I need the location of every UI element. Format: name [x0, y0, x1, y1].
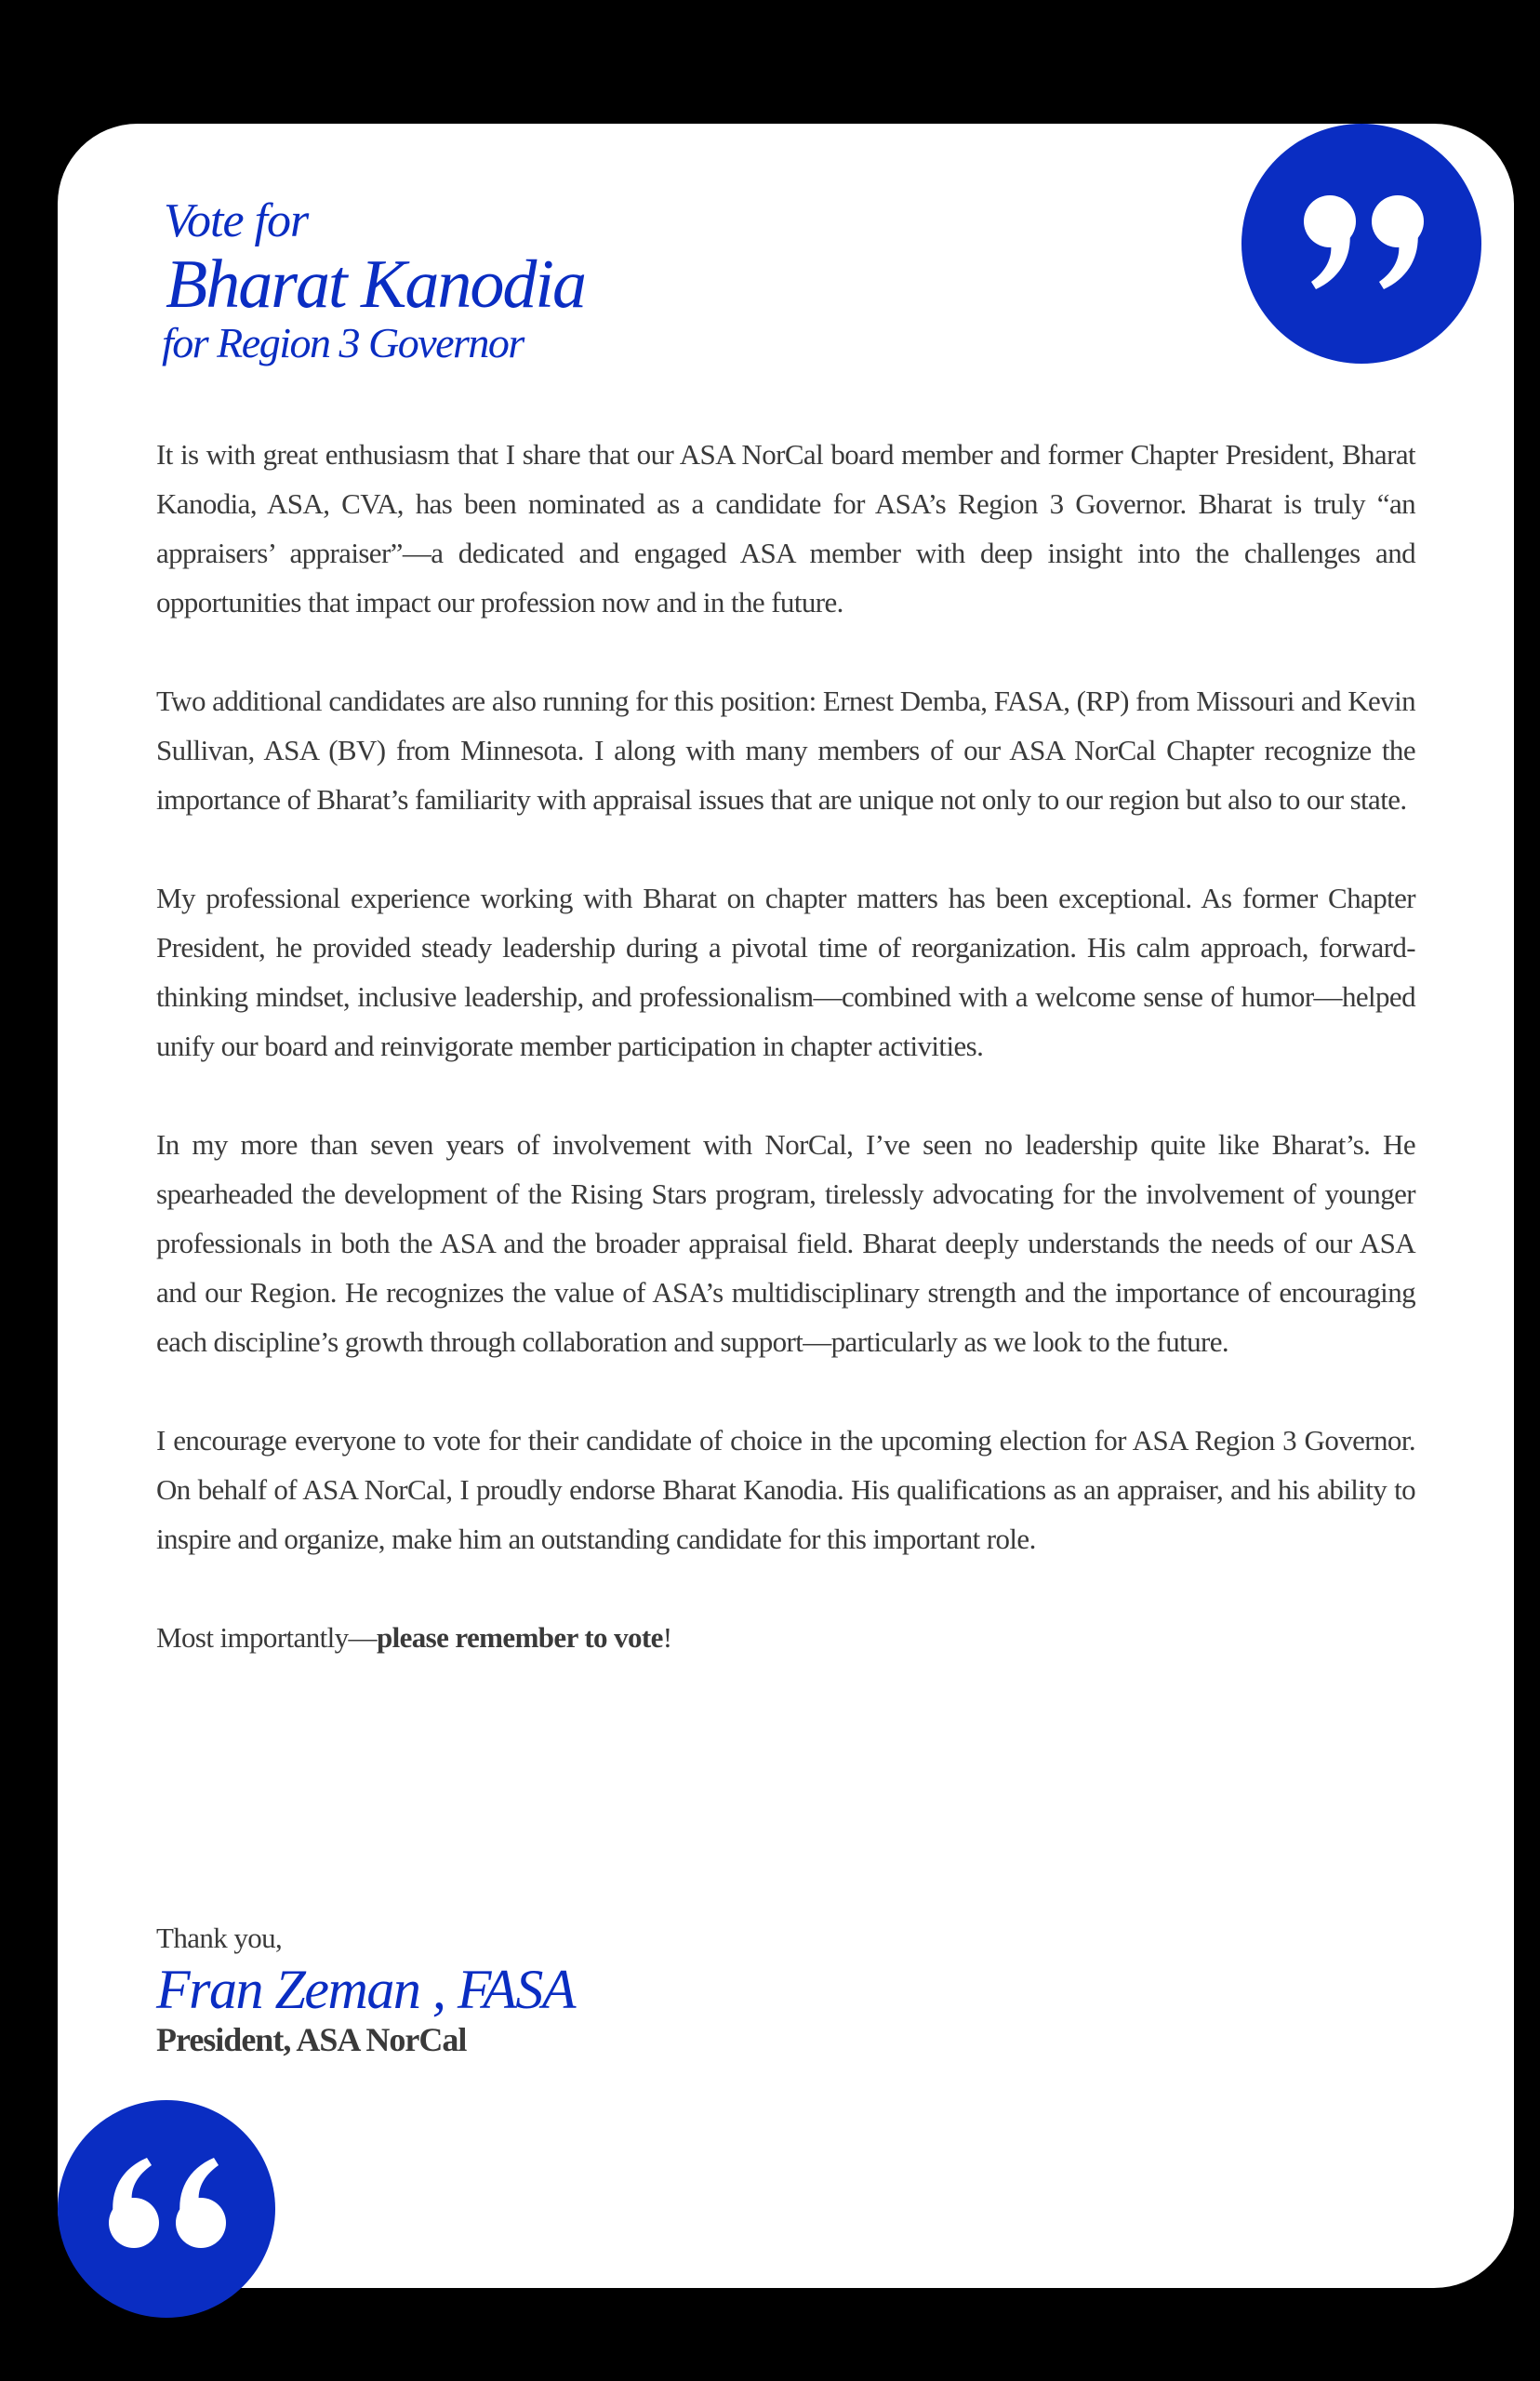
closing-suffix: !	[662, 1621, 672, 1654]
signatory-name: Fran Zeman , FASA	[156, 1959, 576, 2020]
closing-quote-icon	[1241, 124, 1481, 364]
paragraph-3: My professional experience working with Bharat on chapter matters has been exceptional. As former Chapter President, he provided steady leadership during a pivotal time of reorganization. His calm approach, forward-thinking mindset, inclusive leadership, and professionalism—combined with a welcome sense of humor—helped unify our board and reinvigorate member participation in chapter activities.	[156, 882, 1415, 1062]
signatory-title: President, ASA NorCal	[156, 2021, 467, 2058]
heading-position: for Region 3 Governor	[162, 319, 524, 366]
paragraph-4: In my more than seven years of involvement with NorCal, I’ve seen no leadership quite like Bharat’s. He spearheaded the development of the Rising Stars program, tirelessly advocating for the involvement of younger professionals in both the ASA and the broader appraisal field. Bharat deeply understands the needs of our ASA and our Region. He recognizes the value of ASA’s multidisciplinary strength and the importance of encouraging each discipline’s growth through collaboration and support—particularly as we look to the future.	[156, 1128, 1415, 1358]
sign-off: Thank you,	[156, 1922, 283, 1954]
paragraph-1: It is with great enthusiasm that I share that our ASA NorCal board member and former Chapter President, Bharat Kanodia, ASA, CVA, has been nominated as a candidate for ASA’s Region 3 Governor. Bharat is truly “an appraisers’ appraiser”—a dedicated and engaged ASA member with deep insight into the challenges and opportunities that impact our profession now and in the future.	[156, 438, 1415, 619]
paragraph-5: I encourage everyone to vote for their candidate of choice in the upcoming election for ASA Region 3 Governor. On behalf of ASA NorCal, I proudly endorse Bharat Kanodia. His qualifications as an appraiser, and his ability to inspire and organize, make him an outstanding candidate for this important role.	[156, 1424, 1415, 1555]
heading-candidate-name: Bharat Kanodia	[166, 246, 585, 323]
closing-prefix: Most importantly—	[156, 1621, 377, 1654]
closing-quote-badge	[1241, 124, 1481, 364]
letter-body	[156, 430, 1415, 1711]
closing-emphasis: please remember to vote	[376, 1621, 663, 1654]
opening-quote-badge	[58, 2100, 275, 2318]
page-heading	[164, 193, 585, 366]
heading-line-vote-for: Vote for	[164, 194, 309, 247]
opening-quote-icon	[58, 2100, 275, 2318]
signature-block	[156, 1914, 575, 2063]
paragraph-2: Two additional candidates are also running for this position: Ernest Demba, FASA, (RP) from Missouri and Kevin Sullivan, ASA (BV) from Minnesota. I along with many members of our ASA NorCal Chapter recognize the importance of Bharat’s familiarity with appraisal issues that are unique not only to our region but also to our state.	[156, 685, 1415, 816]
closing-line	[156, 1613, 1415, 1662]
